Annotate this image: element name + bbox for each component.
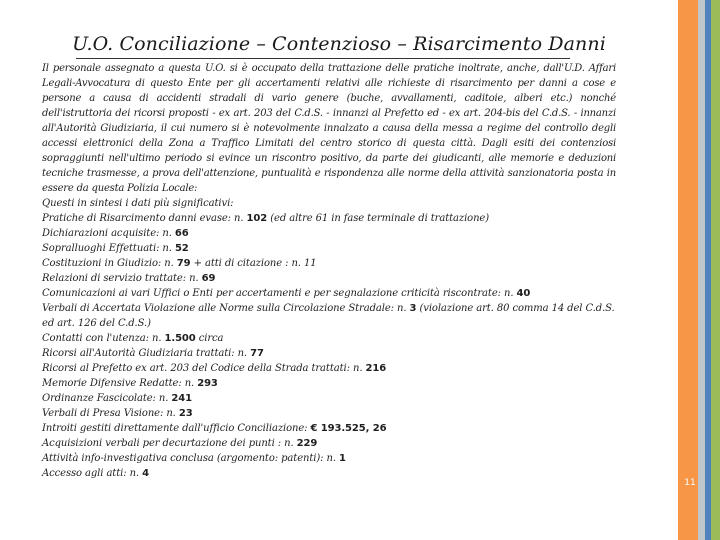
stat-line	[42, 451, 616, 466]
stat-value: 3	[409, 303, 417, 314]
stat-label: Verbali di Accertata Violazione alle Norme sulla Circolazione Stradale: n.	[42, 303, 407, 314]
intro-paragraph: Il personale assegnato a questa U.O. si è occupato della trattazione delle pratiche inoltrate, anche, dall'U.D. Affari Legali-Avvocatura di questo Ente per gli accertamenti relativi alle richieste di risarcimento per danni a cose e persone a causa di accidenti stradali di vario genere (buche, avvallamenti, caditoie, alberi etc.) nonché dell'istruttoria dei ricorsi proposti - ex art. 203 del C.d.S. - innanzi al Prefetto ed - ex art. 204-bis del C.d.S. - innanzi all'Autorità Giudiziaria, il cui numero si è notevolmente innalzato a causa della messa a regime del controllo degli accessi elettronici della Zona a Traffico Limitati del centro storico di questa città. Dagli esiti dei contenziosi sopraggiunti nell'ultimo periodo si evince un riscontro positivo, da parte dei giudicanti, alle memorie e deduzioni tecniche trasmesse, a prova dell'attenzione, puntualità e rispondenza alle norme della attività sanzionatoria posta in essere da questa Polizia Locale:	[42, 63, 616, 194]
stat-label: Dichiarazioni acquisite: n.	[42, 228, 172, 239]
stat-label: ed art. 126 del C.d.S.)	[42, 318, 151, 329]
stat-line	[42, 301, 616, 316]
stat-value: 23	[178, 408, 193, 419]
stat-label: Sopralluoghi Effettuati: n.	[42, 243, 172, 254]
decorative-stripe-gray	[698, 0, 705, 540]
stat-suffix: (ed altre 61 in fase terminale di trattazione)	[270, 213, 490, 224]
title-underline	[76, 58, 570, 59]
stat-line	[42, 256, 616, 271]
stat-value: 52	[174, 243, 189, 254]
stat-line	[42, 286, 616, 301]
stat-line	[42, 211, 616, 226]
stat-value: 1.500	[164, 333, 196, 344]
decorative-stripe-orange	[678, 0, 698, 540]
stat-line	[42, 361, 616, 376]
stat-suffix: circa	[198, 333, 224, 344]
stat-line	[42, 406, 616, 421]
stat-value: 229	[296, 438, 318, 449]
stat-line	[42, 466, 616, 481]
stat-label: Relazioni di servizio trattate: n.	[42, 273, 199, 284]
stat-suffix: + atti di citazione : n. 11	[193, 258, 317, 269]
stat-value: 69	[201, 273, 216, 284]
stat-value: 77	[250, 348, 264, 359]
stat-label: Memorie Difensive Redatte: n.	[42, 378, 195, 389]
stat-label: Pratiche di Risarcimento danni evase: n.	[42, 213, 244, 224]
stats-list	[42, 211, 616, 481]
stat-value: 4	[142, 468, 149, 479]
stat-label: Comunicazioni ai vari Uffici o Enti per accertamenti e per segnalazione criticità riscontrate: n.	[42, 288, 514, 299]
stat-suffix: (violazione art. 80 comma 14 del C.d.S.	[419, 303, 615, 314]
stat-value: € 193.525, 26	[310, 423, 387, 434]
stat-line	[42, 241, 616, 256]
stat-label: Ricorsi all'Autorità Giudiziaria trattati: n.	[42, 348, 248, 359]
stat-label: Ricorsi al Prefetto ex art. 203 del Codice della Strada trattati: n.	[42, 363, 363, 374]
stat-value: 216	[365, 363, 387, 374]
stat-value: 241	[171, 393, 192, 404]
stat-value: 1	[339, 453, 346, 464]
stat-value: 102	[246, 213, 268, 224]
slide-body	[42, 61, 616, 481]
stat-label: Attività info-investigativa conclusa (argomento: patenti): n.	[42, 453, 336, 464]
stat-label: Costituzioni in Giudizio: n.	[42, 258, 174, 269]
stat-line	[42, 316, 616, 331]
stat-label: Introiti gestiti direttamente dall'ufficio Conciliazione:	[42, 423, 308, 434]
summary-heading: Questi in sintesi i dati più significativi:	[42, 198, 234, 209]
stat-line	[42, 436, 616, 451]
page-number: 11	[684, 478, 696, 488]
stat-label: Verbali di Presa Visione: n.	[42, 408, 176, 419]
stat-value: 66	[174, 228, 189, 239]
stat-line	[42, 376, 616, 391]
stat-value: 293	[197, 378, 218, 389]
stat-line	[42, 391, 616, 406]
stat-value: 79	[176, 258, 191, 269]
stat-label: Ordinanze Fascicolate: n.	[42, 393, 169, 404]
stat-label: Accesso agli atti: n.	[42, 468, 140, 479]
stat-line	[42, 226, 616, 241]
stat-line	[42, 331, 616, 346]
page-title: U.O. Conciliazione – Contenzioso – Risarcimento Danni	[72, 33, 606, 55]
stat-label: Acquisizioni verbali per decurtazione dei punti : n.	[42, 438, 294, 449]
stat-value: 40	[516, 288, 531, 299]
decorative-stripe-green	[711, 0, 720, 540]
stat-label: Contatti con l'utenza: n.	[42, 333, 162, 344]
stat-line	[42, 346, 616, 361]
stat-line	[42, 421, 616, 436]
stat-line	[42, 271, 616, 286]
